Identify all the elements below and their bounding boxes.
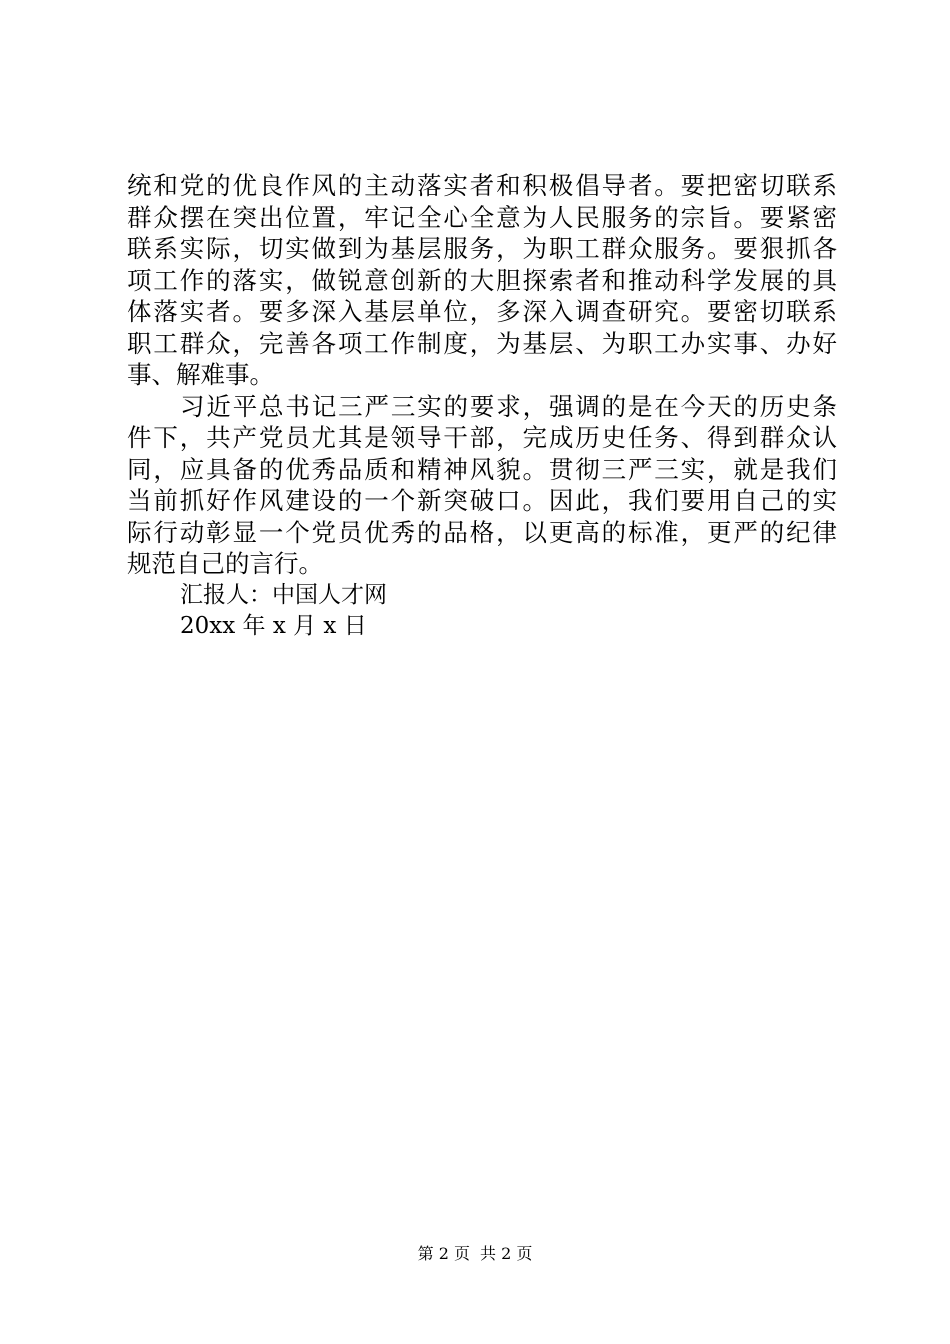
reporter-line: 汇报人：中国人才网: [180, 581, 387, 608]
text-line: 同，应具备的优秀品质和精神风貌。贯彻三严三实，就是我们: [127, 454, 837, 484]
paragraph-2: [127, 391, 837, 580]
text-line: 群众摆在突出位置，牢记全心全意为人民服务的宗旨。要紧密: [127, 202, 837, 232]
text-line: 当前抓好作风建设的一个新突破口。因此，我们要用自己的实: [127, 486, 837, 515]
date-line: 20xx 年 x 月 x 日: [180, 613, 367, 639]
text-line: 项工作的落实，做锐意创新的大胆探索者和推动科学发展的具: [127, 265, 837, 295]
signature-block: [127, 580, 837, 643]
page-total: 共 2 页: [480, 1244, 533, 1263]
page-footer: [0, 1243, 950, 1265]
text-line: 职工群众，完善各项工作制度，为基层、为职工办实事、办好: [127, 328, 837, 358]
paragraph-1: [127, 170, 837, 391]
text-line: 统和党的优良作风的主动落实者和积极倡导者。要把密切联系: [127, 171, 837, 200]
document-body: [127, 170, 837, 643]
text-line: 联系实际，切实做到为基层服务，为职工群众服务。要狠抓各: [127, 234, 837, 263]
text-line: 事、解难事。: [127, 360, 274, 389]
text-line: 习近平总书记三严三实的要求，强调的是在今天的历史条: [180, 391, 837, 421]
text-line: 件下，共产党员尤其是领导干部，完成历史任务、得到群众认: [127, 423, 837, 452]
text-line: 际行动彰显一个党员优秀的品格，以更高的标准，更严的纪律: [127, 517, 837, 547]
page-number: 第 2 页: [417, 1244, 470, 1263]
text-line: 规范自己的言行。: [127, 549, 323, 578]
text-line: 体落实者。要多深入基层单位，多深入调查研究。要密切联系: [127, 297, 837, 326]
